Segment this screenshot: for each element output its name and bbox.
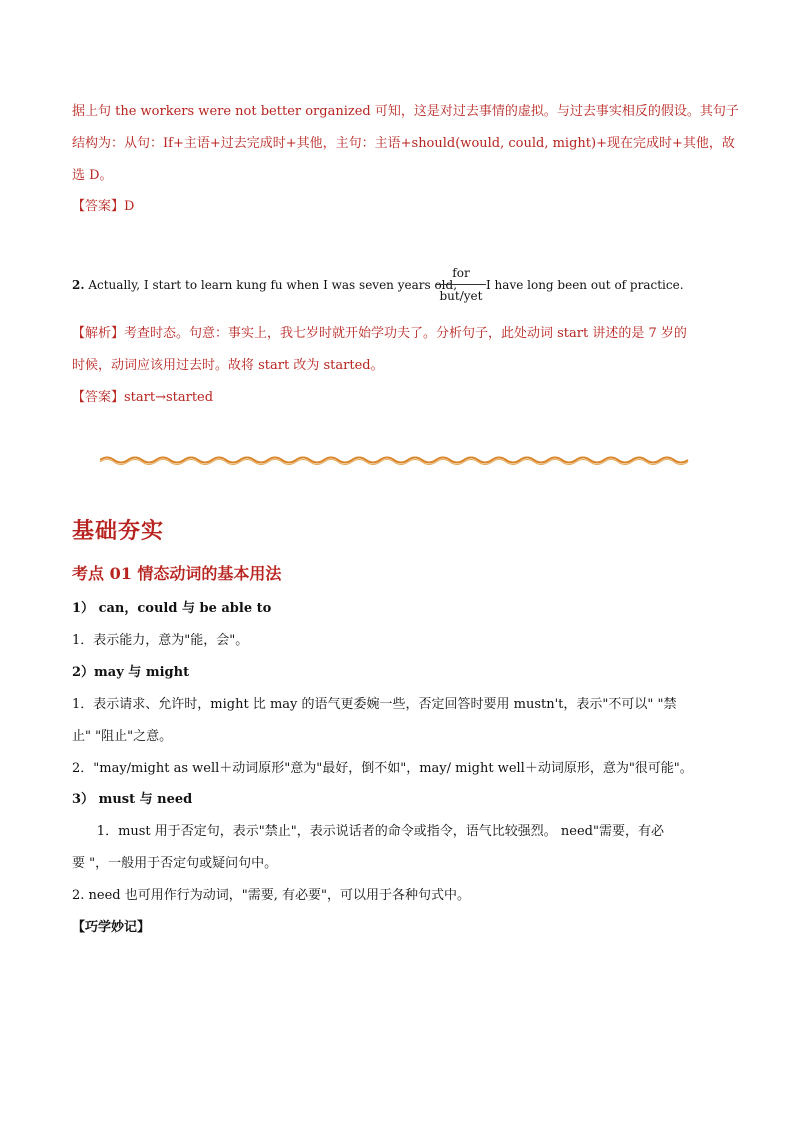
question2-text: Actually, I start to learn kung fu when I was seven years old,: [84, 278, 458, 292]
para-may-2: 止" "阻止"之意。: [72, 729, 173, 744]
question2-text-after: I have long been out of practice.: [486, 278, 684, 292]
heading-can-could: 1） can，could 与 be able to: [72, 601, 272, 616]
answer1: 【答案】D: [72, 199, 135, 214]
answer2: 【答案】start→started: [72, 390, 214, 405]
tip-heading: 【巧学妙记】: [72, 920, 151, 935]
analysis1-line1: 据上句 the workers were not better organized 可知，这是对过去事情的虚拟。与过去事实相反的假设。其句子: [72, 104, 739, 119]
section-title: 基础夯实: [72, 518, 165, 544]
heading-may-might: 2）may 与 might: [72, 665, 190, 680]
para-need: 2. need 也可用作行为动词，"需要, 有必要"，可以用于各种句式中。: [72, 888, 470, 903]
heading-must-need: 3） must 与 need: [72, 792, 193, 807]
analysis2-line2: 时候，动词应该用过去时。故将 start 改为 started。: [72, 358, 384, 373]
subsection-title: 考点 01 情态动词的基本用法: [72, 564, 282, 583]
para-can: 1．表示能力，意为"能，会"。: [72, 633, 249, 648]
question2-number: 2.: [72, 278, 85, 292]
para-must-2: 要 "，一般用于否定句或疑问句中。: [72, 856, 278, 871]
option-for: for: [436, 265, 486, 285]
para-must-1: 1．must 用于否定句，表示"禁止"，表示说话者的命令或指令，语气比较强烈。 need"需要，有必: [72, 824, 664, 839]
fraction-options: [436, 265, 486, 304]
analysis2-line1: 【解析】考查时态。句意：事实上，我七岁时就开始学功夫了。分析句子，此处动词 start 讲述的是 7 岁的: [72, 326, 687, 341]
para-may-3: 2．"may/might as well＋动词原形"意为"最好，倒不如"，may/ might well＋动词原形，意为"很可能"。: [72, 761, 693, 776]
question2-stem: [72, 275, 457, 295]
para-may-1: 1．表示请求、允许时，might 比 may 的语气更委婉一些，否定回答时要用 mustn't，表示"不可以" "禁: [72, 697, 677, 712]
analysis1-line3: 选 D。: [72, 168, 113, 183]
wavy-divider: [100, 450, 690, 470]
option-but-yet: but/yet: [439, 289, 483, 303]
analysis1-line2: 结构为：从句：If+主语+过去完成时+其他，主句：主语+should(would, could, might)+现在完成时+其他，故: [72, 136, 735, 151]
